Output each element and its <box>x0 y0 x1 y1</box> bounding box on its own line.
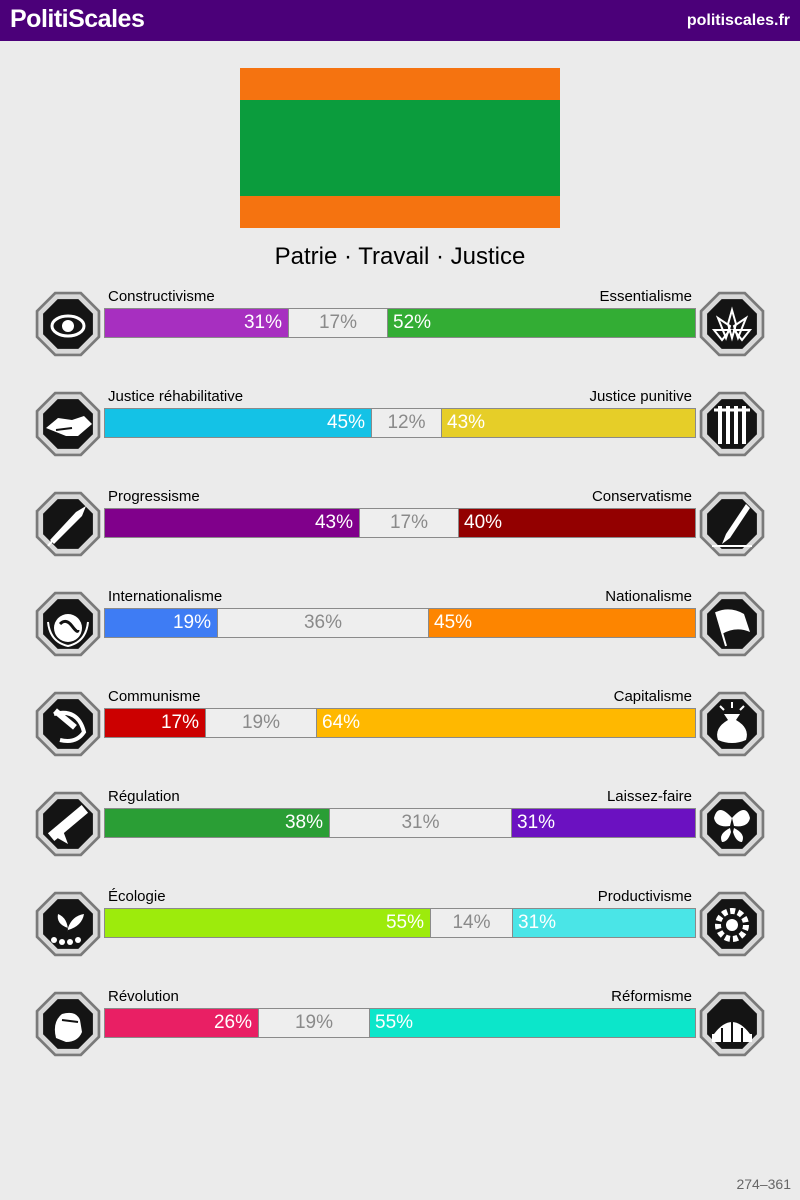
site-url[interactable]: politiscales.fr <box>686 12 790 29</box>
axis-right-label: Réformisme <box>611 988 692 1005</box>
axis-row <box>0 886 800 966</box>
axis-bar <box>104 1008 696 1038</box>
footer-id: 274–361 <box>736 1176 791 1192</box>
ruler-icon <box>32 788 104 860</box>
axis-bar <box>104 508 696 538</box>
axis-left-label: Constructivisme <box>108 288 215 305</box>
axis-right-label: Laissez-faire <box>606 788 692 805</box>
axis-left-label: Progressisme <box>108 488 200 505</box>
bar-right-segment: 55% <box>370 1009 695 1037</box>
flag-icon <box>696 588 768 660</box>
bar-left-segment: 17% <box>105 709 205 737</box>
bar-right-segment: 31% <box>512 809 695 837</box>
axis-left-label: Régulation <box>108 788 180 805</box>
axis-bar <box>104 608 696 638</box>
bar-left-segment: 43% <box>105 509 359 537</box>
flag-stripe <box>240 196 560 228</box>
lotus-icon <box>696 288 768 360</box>
quill-icon <box>696 488 768 560</box>
money-bag-icon <box>696 688 768 760</box>
flag-stripe <box>240 68 560 100</box>
bar-left-segment: 45% <box>105 409 371 437</box>
axis-left-label: Écologie <box>108 888 166 905</box>
bar-neutral-segment: 17% <box>288 309 388 337</box>
bar-neutral-segment: 19% <box>205 709 317 737</box>
axis-row <box>0 386 800 466</box>
prison-bars-icon <box>696 388 768 460</box>
axis-row <box>0 986 800 1066</box>
sprout-icon <box>32 888 104 960</box>
parliament-icon <box>696 988 768 1060</box>
axis-row <box>0 286 800 366</box>
axis-right-label: Productivisme <box>597 888 692 905</box>
brand-logo[interactable]: PolitiScales <box>10 5 145 33</box>
axis-row <box>0 786 800 866</box>
bar-neutral-segment: 36% <box>217 609 429 637</box>
axis-right-label: Conservatisme <box>591 488 692 505</box>
axis-row <box>0 486 800 566</box>
bar-neutral-segment: 14% <box>430 909 513 937</box>
bar-neutral-segment: 12% <box>371 409 442 437</box>
bar-right-segment: 64% <box>317 709 695 737</box>
bar-right-segment: 52% <box>388 309 695 337</box>
flag-stripe <box>240 100 560 196</box>
axis-left-label: Internationalisme <box>108 588 223 605</box>
axis-right-label: Justice punitive <box>589 388 692 405</box>
gear-icon <box>696 888 768 960</box>
axis-bar <box>104 308 696 338</box>
app-header <box>0 0 800 41</box>
eye-icon <box>32 288 104 360</box>
axis-row <box>0 686 800 766</box>
bar-left-segment: 26% <box>105 1009 258 1037</box>
bar-neutral-segment: 31% <box>329 809 512 837</box>
bar-right-segment: 43% <box>442 409 695 437</box>
axis-bar <box>104 708 696 738</box>
axis-right-label: Nationalisme <box>605 588 692 605</box>
globe-icon <box>32 588 104 660</box>
bar-right-segment: 45% <box>429 609 695 637</box>
axis-right-label: Essentialisme <box>599 288 692 305</box>
axis-bar <box>104 808 696 838</box>
axis-bar <box>104 908 696 938</box>
flag <box>240 68 560 228</box>
axis-row <box>0 586 800 666</box>
axis-bar <box>104 408 696 438</box>
fist-icon <box>32 988 104 1060</box>
bar-right-segment: 40% <box>459 509 695 537</box>
bar-left-segment: 31% <box>105 309 288 337</box>
slogan: Patrie · Travail · Justice <box>274 243 526 270</box>
axis-left-label: Justice réhabilitative <box>108 388 244 405</box>
bar-left-segment: 38% <box>105 809 329 837</box>
bar-neutral-segment: 17% <box>359 509 459 537</box>
bar-right-segment: 31% <box>513 909 695 937</box>
axis-left-label: Révolution <box>108 988 179 1005</box>
handshake-icon <box>32 388 104 460</box>
axis-right-label: Capitalisme <box>613 688 692 705</box>
axis-left-label: Communisme <box>108 688 201 705</box>
rocket-icon <box>32 488 104 560</box>
hammer-sickle-icon <box>32 688 104 760</box>
bar-left-segment: 19% <box>105 609 217 637</box>
butterfly-icon <box>696 788 768 860</box>
bar-neutral-segment: 19% <box>258 1009 370 1037</box>
bar-left-segment: 55% <box>105 909 430 937</box>
